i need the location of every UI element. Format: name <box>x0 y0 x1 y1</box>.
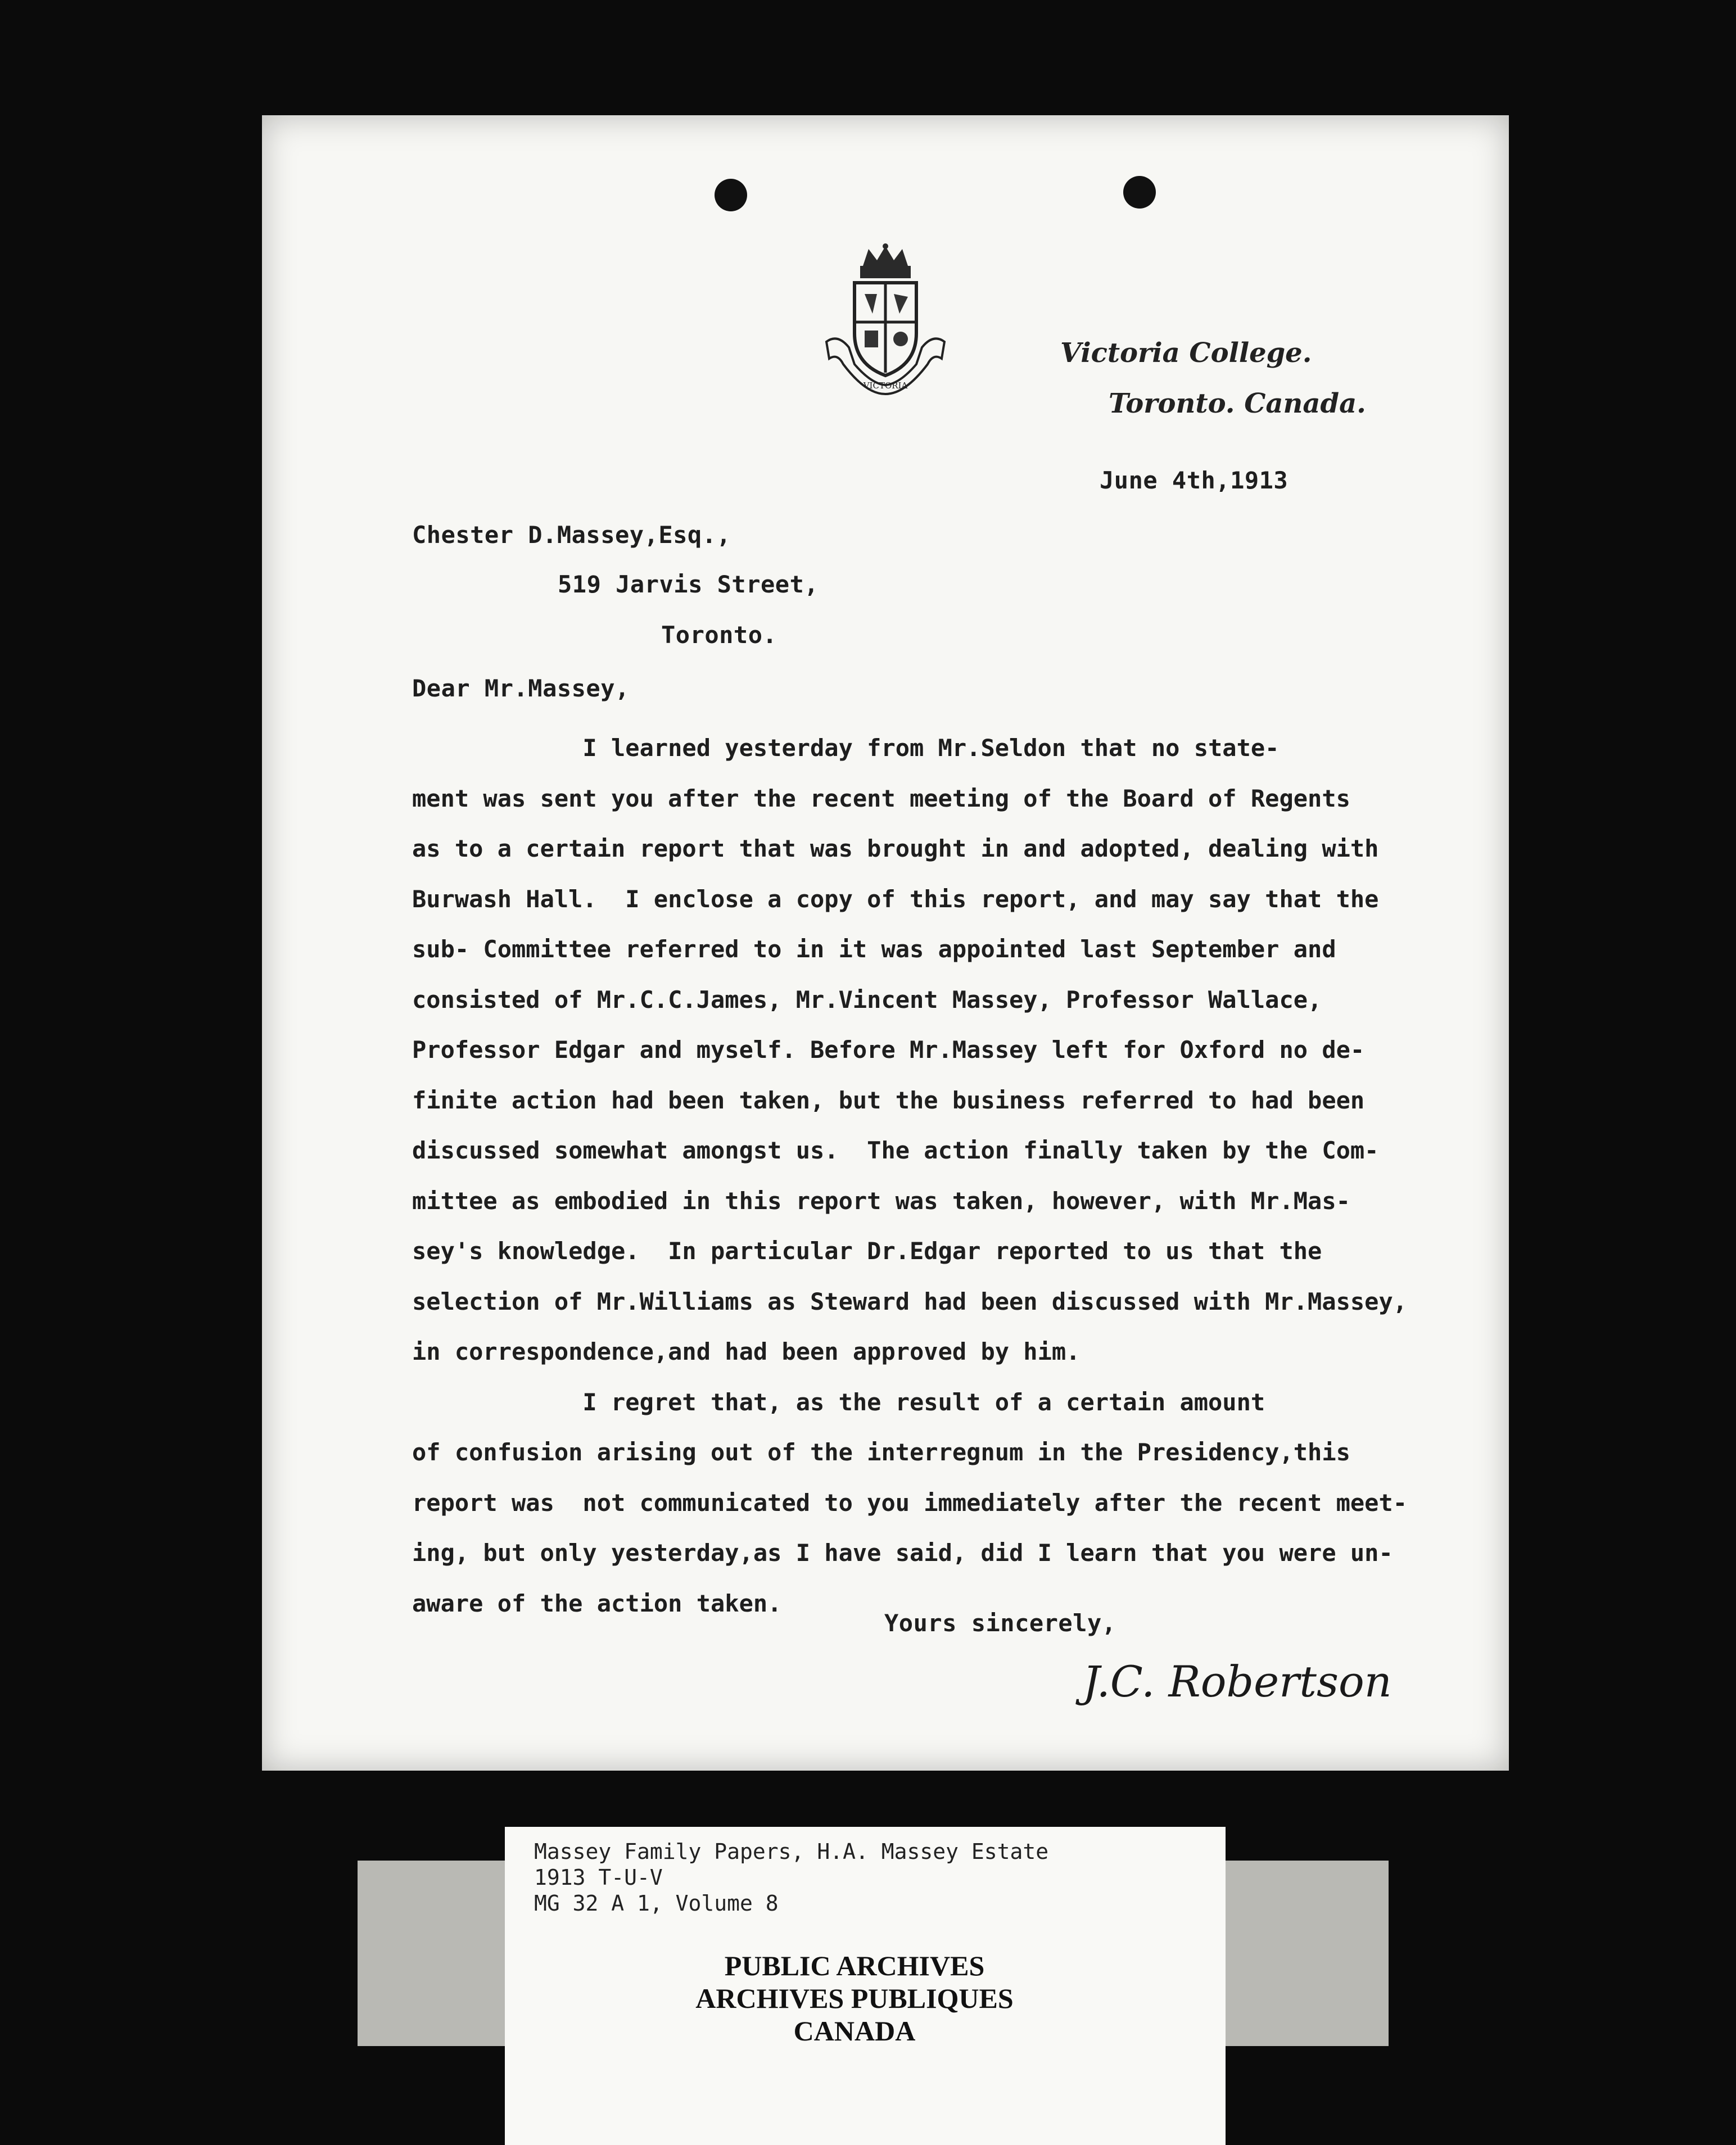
letter-body <box>412 723 1458 1628</box>
college-name: Victoria College. <box>1060 337 1312 369</box>
archive-label-line: 1913 T-U-V <box>534 1865 663 1890</box>
salutation: Dear Mr.Massey, <box>412 675 630 702</box>
punch-hole-right <box>1123 176 1156 209</box>
archive-stamp <box>652 1949 1057 2073</box>
body-line: of confusion arising out of the interregnum in the Presidency,this <box>412 1438 1350 1466</box>
body-line: ing, but only yesterday,as I have said, did I learn that you were un- <box>412 1539 1393 1567</box>
crest-motto: VICTORIA <box>863 381 908 391</box>
letter-page <box>262 115 1509 1771</box>
tape-right <box>1209 1861 1389 2046</box>
tape-left <box>358 1861 526 2046</box>
body-line: finite action had been taken, but the business referred to had been <box>412 1086 1365 1114</box>
body-line: selection of Mr.Williams as Steward had been discussed with Mr.Massey, <box>412 1287 1408 1315</box>
body-line: sey's knowledge. In particular Dr.Edgar reported to us that the <box>412 1237 1322 1265</box>
punch-hole-left <box>715 179 747 211</box>
body-line: mittee as embodied in this report was taken, however, with Mr.Mas- <box>412 1187 1350 1215</box>
body-line: discussed somewhat amongst us. The action finally taken by the Com- <box>412 1137 1379 1164</box>
stamp-line: PUBLIC ARCHIVES <box>724 1950 985 1981</box>
archive-label-line: Massey Family Papers, H.A. Massey Estate <box>534 1839 1049 1864</box>
signature-text: J.C. Robertson <box>1083 1657 1392 1707</box>
body-line: aware of the action taken. <box>412 1589 782 1617</box>
letter-date: June 4th,1913 <box>1100 467 1289 494</box>
body-line: as to a certain report that was brought in and adopted, dealing with <box>412 835 1379 862</box>
body-line: report was not communicated to you immediately after the recent meet- <box>412 1488 1408 1517</box>
body-line: ment was sent you after the recent meeting of the Board of Regents <box>412 784 1350 812</box>
archive-label-line: MG 32 A 1, Volume 8 <box>534 1891 779 1916</box>
body-line: Burwash Hall. I enclose a copy of this report, and may say that the <box>412 885 1379 913</box>
signature <box>1072 1649 1392 1722</box>
body-line: Professor Edgar and myself. Before Mr.Massey left for Oxford no de- <box>412 1036 1365 1064</box>
recipient-name: Chester D.Massey,Esq., <box>412 521 731 549</box>
body-line: I regret that, as the result of a certain amount <box>412 1388 1265 1416</box>
recipient-street: 519 Jarvis Street, <box>558 571 819 598</box>
body-line: I learned yesterday from Mr.Seldon that no state- <box>412 734 1280 762</box>
body-line: sub- Committee referred to in it was appointed last September and <box>412 935 1336 963</box>
stamp-line: CANADA <box>793 2015 916 2047</box>
recipient-city: Toronto. <box>661 621 777 649</box>
college-crest-icon <box>821 243 950 395</box>
body-line: in correspondence,and had been approved by him. <box>412 1338 1081 1365</box>
stamp-line: ARCHIVES PUBLIQUES <box>695 1983 1014 2014</box>
college-location: Toronto. Canada. <box>1109 388 1366 419</box>
closing: Yours sincerely, <box>884 1609 1116 1637</box>
body-line: consisted of Mr.C.C.James, Mr.Vincent Massey, Professor Wallace, <box>412 985 1322 1013</box>
